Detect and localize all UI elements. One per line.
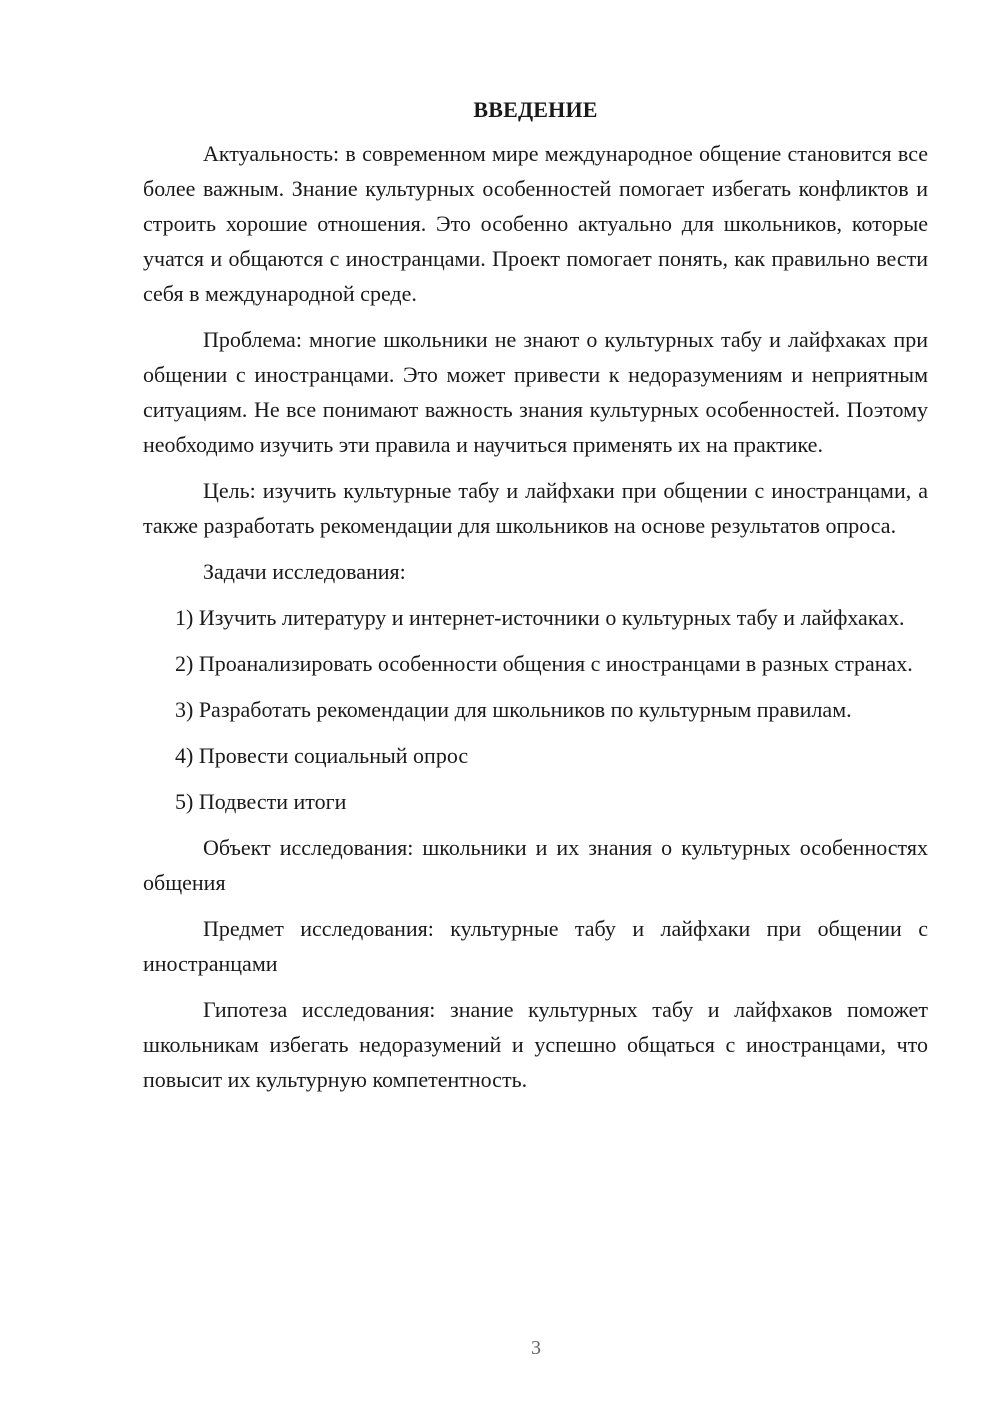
task-item-4: 4) Провести социальный опрос [175,743,469,768]
section-heading: ВВЕДЕНИЕ [473,97,598,122]
paragraph-problem: Проблема: многие школьники не знают о культурных табу и лайфхаках при общении с иностранцами. Это может привести к недоразумениям и неприятным ситуациям. Не все понимают важность знания культурных особенностей. Поэтому необходимо изучить эти правила и научиться применять их на практике. [143,327,928,457]
paragraph-hypothesis: Гипотеза исследования: знание культурных табу и лайфхаков поможет школьникам избегать недоразумений и успешно общаться с иностранцами, что повысит их культурную компетентность. [143,997,928,1092]
paragraph-tasks-title: Задачи исследования: [203,559,406,584]
page-content [143,96,928,1108]
task-item-2: 2) Проанализировать особенности общения с иностранцами в разных странах. [175,651,913,676]
paragraph-subject: Предмет исследования: культурные табу и лайфхаки при общении с иностранцами [143,916,928,976]
paragraph-object: Объект исследования: школьники и их знания о культурных особенностях общения [143,835,928,895]
task-item-3: 3) Разработать рекомендации для школьников по культурным правилам. [175,697,852,722]
task-item-1: 1) Изучить литературу и интернет-источники о культурных табу и лайфхаках. [175,605,905,630]
task-item-5: 5) Подвести итоги [175,789,347,814]
page-number: 3 [531,1337,541,1359]
paragraph-goal: Цель: изучить культурные табу и лайфхаки при общении с иностранцами, а также разработать рекомендации для школьников на основе результатов опроса. [143,478,928,538]
paragraph-relevance: Актуальность: в современном мире международное общение становится все более важным. Знание культурных особенностей помогает избегать конфликтов и строить хорошие отношения. Это особенно актуально для школьников, которые учатся и общаются с иностранцами. Проект помогает понять, как правильно вести себя в международной среде. [143,141,928,306]
